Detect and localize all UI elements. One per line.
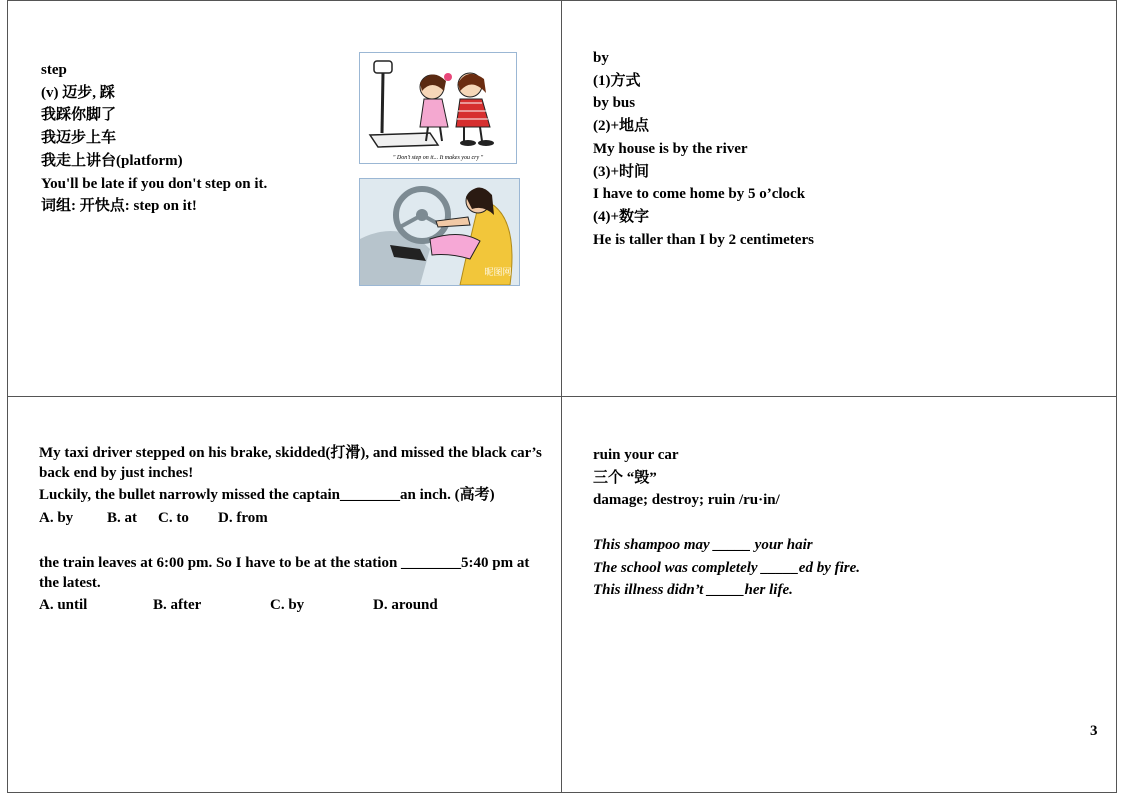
scale-cartoon-image [359, 52, 517, 164]
q3-option: C. by [270, 597, 305, 613]
step-line: 词组: 开快点: step on it! [41, 198, 197, 215]
ruin-example: This shampoo may _____ your hair [593, 537, 813, 553]
step-line: 我迈步上车 [41, 130, 117, 147]
q2-option: D. from [218, 510, 268, 526]
ruin-examples-block [593, 534, 860, 602]
driver-cartoon-watermark: 昵图网 [484, 268, 512, 278]
by-line: by [593, 50, 609, 66]
slide-ruin [561, 396, 1117, 793]
q3-text: the train leaves at 6:00 pm. So I have to be at the station ________5:40 pm at the latest. [39, 555, 530, 591]
scale-cartoon-illustration [360, 53, 516, 163]
ruin-text-block [593, 444, 780, 512]
by-line: (3)+时间 [593, 163, 650, 180]
step-line: 我走上讲台(platform) [41, 152, 183, 169]
q3-option: D. around [373, 597, 438, 613]
by-line: He is taller than I by 2 centimeters [593, 231, 814, 248]
q3-option: A. until [39, 597, 88, 613]
q3-options [39, 594, 438, 617]
ruin-example: The school was completely _____ed by fire. [593, 559, 861, 576]
driver-cartoon-illustration [360, 179, 519, 285]
page-number: 3 [1090, 723, 1098, 739]
ruin-example: This illness didn’t _____her life. [593, 582, 793, 599]
q2-text: Luckily, the bullet narrowly missed the captain________an inch. (高考) [39, 487, 495, 503]
q3-option: B. after [153, 597, 202, 613]
ruin-line: damage; destroy; ruin /ru·in/ [593, 492, 780, 509]
q2-option: C. to [158, 510, 189, 526]
by-line: My house is by the river [593, 140, 748, 157]
by-line: (2)+地点 [593, 118, 650, 135]
by-line: I have to come home by 5 o’clock [593, 186, 806, 203]
driver-cartoon-image [359, 178, 520, 286]
step-line: You'll be late if you don't step on it. [41, 175, 268, 192]
by-text-block [593, 47, 814, 251]
by-line: (1)方式 [593, 72, 641, 89]
q2-option: B. at [107, 510, 137, 526]
step-line: step [41, 62, 67, 78]
q1-text: My taxi driver stepped on his brake, skidded(打滑), and missed the black car’s back end by just inches! [39, 445, 542, 481]
q2-option: A. by [39, 510, 74, 526]
q2-options [39, 507, 268, 530]
step-line: 我踩你脚了 [41, 107, 117, 124]
by-line: (4)+数字 [593, 208, 650, 225]
slide-step [7, 0, 562, 397]
scale-cartoon-caption: " Don't step on it... It makes you cry " [392, 155, 484, 161]
step-text-block [41, 59, 267, 218]
ruin-line: 三个 “毁” [593, 469, 657, 486]
ruin-line: ruin your car [593, 447, 679, 463]
step-line: (v) 迈步, 踩 [41, 84, 115, 101]
slide-by [561, 0, 1117, 397]
by-line: by bus [593, 95, 636, 112]
slide-by-exercises [7, 396, 562, 793]
